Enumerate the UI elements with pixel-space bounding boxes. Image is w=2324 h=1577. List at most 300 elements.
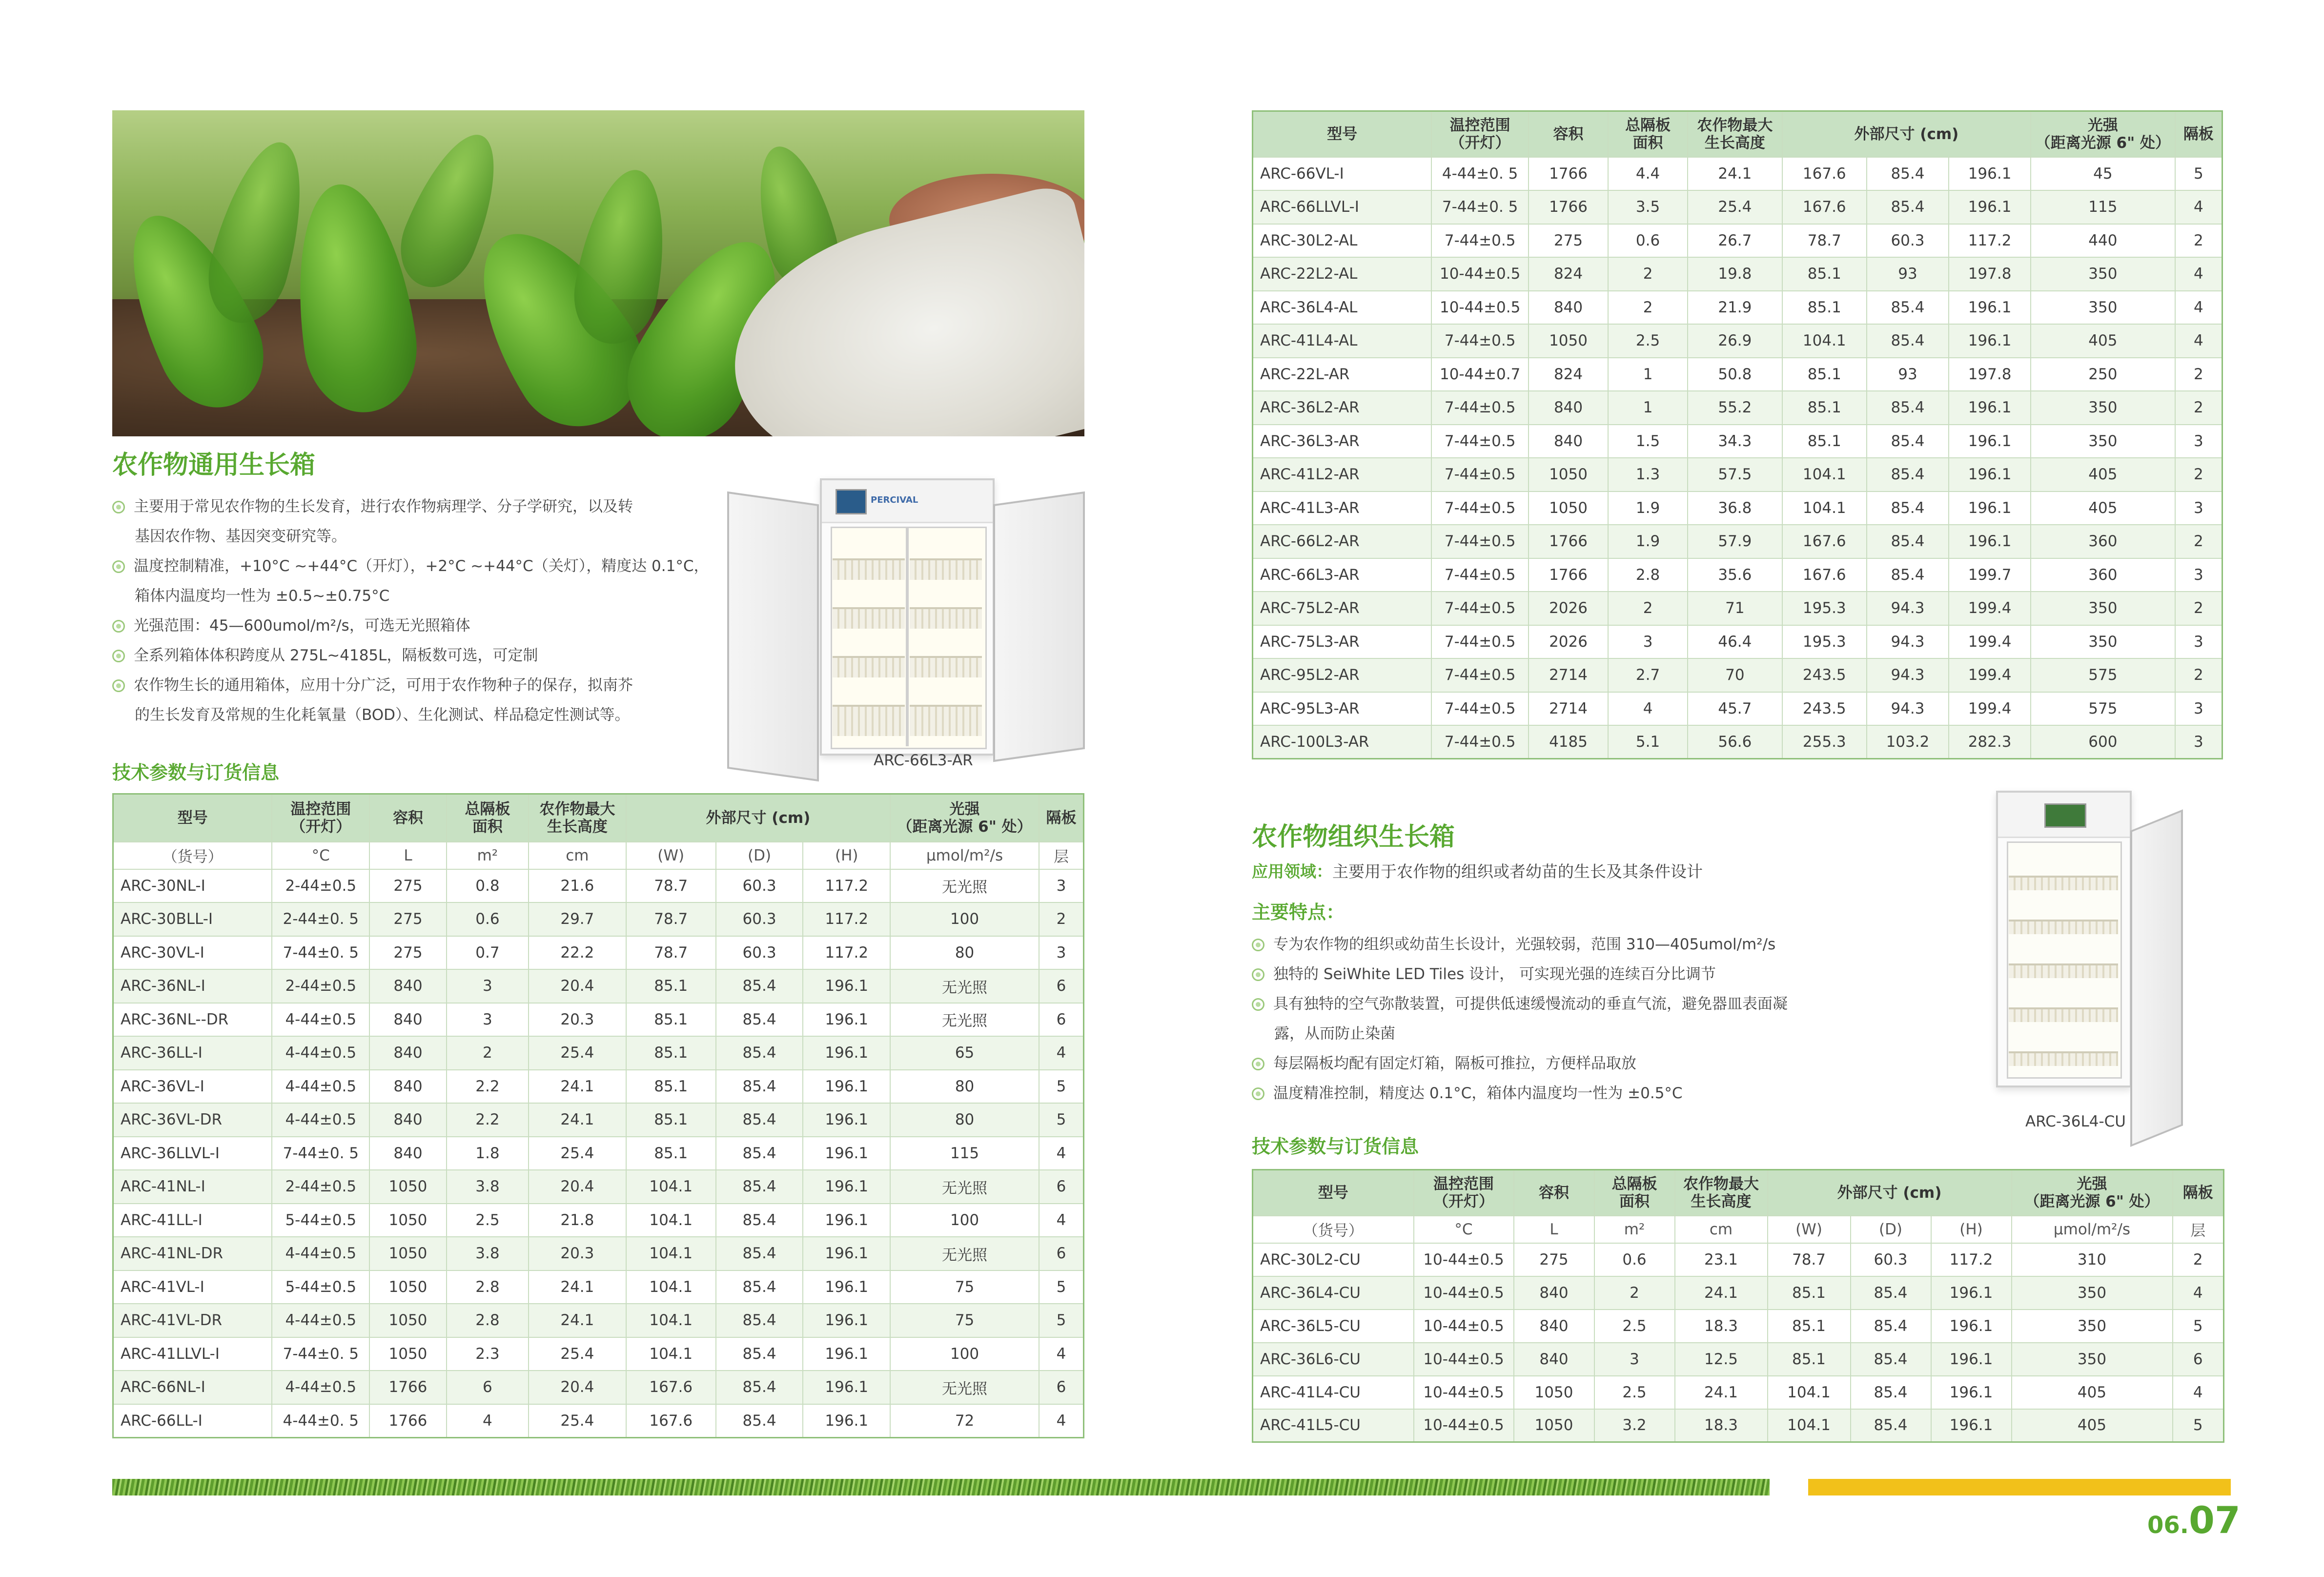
table-row [1253, 625, 2222, 659]
spec-cell: 80 [890, 1070, 1039, 1104]
spec-cell: 85.4 [716, 1304, 803, 1337]
spec-cell: 78.7 [626, 936, 716, 970]
spec-cell: 85.4 [716, 1036, 803, 1070]
application-line [1252, 859, 1703, 882]
col-model: 型号 [113, 794, 272, 842]
unit-cell: °C [272, 842, 369, 869]
spec-cell: 1050 [369, 1170, 447, 1204]
spec-cell: 无光照 [890, 1170, 1039, 1204]
spec-cell: 196.1 [1931, 1310, 2012, 1343]
table-row [113, 1270, 1084, 1304]
spec-cell: 7-44±0.5 [1431, 558, 1529, 592]
unit-cell: cm [1675, 1216, 1768, 1243]
spec-cell: 4 [2175, 190, 2222, 224]
spec-cell: 3 [2175, 725, 2222, 759]
spec-cell: 2 [2175, 658, 2222, 692]
spec-cell: 10-44±0.5 [1431, 291, 1529, 325]
right-bullet-2: 独特的 SeiWhite LED Tiles 设计， 可实现光强的连续百分比调节 [1252, 960, 1788, 989]
table-row [1253, 291, 2222, 325]
spec-cell: 4 [2173, 1276, 2224, 1310]
spec-cell: 7-44±0. 5 [1431, 190, 1529, 224]
spec-cell: 24.1 [1675, 1376, 1768, 1409]
bullet-circle-icon [1252, 968, 1264, 981]
spec-cell: 115 [2031, 190, 2175, 224]
spec-cell: 117.2 [803, 869, 890, 903]
spec-cell: 60.3 [716, 902, 803, 936]
spec-cell: 104.1 [626, 1237, 716, 1270]
spec-cell: 350 [2031, 257, 2175, 291]
spec-cell: 60.3 [1851, 1243, 1931, 1276]
right-bullet-5: 温度精准控制，精度达 0.1°C，箱体内温度均一性为 ±0.5°C [1252, 1079, 1788, 1108]
unit-cell: （货号） [113, 842, 272, 869]
spec-cell: 7-44±0.5 [1431, 625, 1529, 659]
spec-cell: 10-44±0.5 [1414, 1409, 1514, 1442]
product-image-arc-66l3-ar [727, 478, 1083, 781]
spec-cell: 1050 [369, 1270, 447, 1304]
unit-cell: cm [529, 842, 626, 869]
spec-cell: 3 [2175, 558, 2222, 592]
spec-cell: 85.1 [1782, 358, 1867, 391]
table-row [113, 936, 1084, 970]
spec-cell: 575 [2031, 658, 2175, 692]
model-cell: ARC-30VL-I [113, 936, 272, 970]
spec-cell: 60.3 [716, 869, 803, 903]
spec-cell: 24.1 [1688, 157, 1782, 191]
spec-cell: 3 [1039, 869, 1084, 903]
spec-cell: 78.7 [1782, 224, 1867, 258]
spec-cell: 0.8 [447, 869, 529, 903]
spec-cell: 243.5 [1782, 658, 1867, 692]
spec-cell: 2.5 [447, 1204, 529, 1237]
spec-cell: 199.7 [1949, 558, 2031, 592]
spec-cell: 75 [890, 1304, 1039, 1337]
touch-screen-icon [836, 489, 867, 514]
spec-cell: 93 [1867, 257, 1949, 291]
spec-cell: 36.8 [1688, 492, 1782, 525]
table-row [1253, 1276, 2224, 1310]
spec-cell: 1050 [1514, 1376, 1594, 1409]
model-cell: ARC-95L3-AR [1253, 692, 1432, 726]
spec-cell: 350 [2031, 625, 2175, 659]
spec-cell: 19.8 [1688, 257, 1782, 291]
spec-cell: 2 [2175, 391, 2222, 425]
model-cell: ARC-36L4-AL [1253, 291, 1432, 325]
spec-cell: 85.1 [1782, 257, 1867, 291]
spec-cell: 2.8 [1608, 558, 1688, 592]
spec-cell: 2 [1608, 257, 1688, 291]
page-number-right: 07 [2189, 1498, 2241, 1542]
spec-cell: 20.4 [529, 1371, 626, 1404]
brand-logo: PERCIVAL [871, 495, 918, 505]
model-cell: ARC-41LLVL-I [113, 1337, 272, 1371]
model-cell: ARC-41LL-I [113, 1204, 272, 1237]
model-cell: ARC-66LLVL-I [1253, 190, 1432, 224]
model-cell: ARC-36L5-CU [1253, 1310, 1414, 1343]
model-cell: ARC-41L2-AR [1253, 458, 1432, 492]
table-row [1253, 257, 2222, 291]
product-caption-left: ARC-66L3-AR [874, 752, 973, 769]
spec-cell: 80 [890, 936, 1039, 970]
spec-cell: 65 [890, 1036, 1039, 1070]
spec-cell: 6 [1039, 969, 1084, 1003]
table-row [113, 1137, 1084, 1170]
spec-cell: 5 [1039, 1304, 1084, 1337]
spec-cell: 6 [447, 1371, 529, 1404]
yellow-bar [1808, 1479, 2231, 1495]
spec-cell: 196.1 [803, 1003, 890, 1037]
spec-cell: 3 [1039, 936, 1084, 970]
right-table-title: 技术参数与订货信息 [1252, 1136, 1419, 1157]
spec-cell: 405 [2012, 1376, 2173, 1409]
unit-cell: m² [447, 842, 529, 869]
spec-cell: 100 [890, 1337, 1039, 1371]
spec-cell: 2714 [1529, 692, 1608, 726]
table-row [1253, 692, 2222, 726]
spec-cell: 21.6 [529, 869, 626, 903]
spec-cell: 3.8 [447, 1237, 529, 1270]
table-row [1253, 1376, 2224, 1409]
table-row [1253, 1343, 2224, 1376]
spec-cell: 350 [2012, 1310, 2173, 1343]
spec-cell: 350 [2012, 1343, 2173, 1376]
unit-cell: L [369, 842, 447, 869]
spec-cell: 2 [2173, 1243, 2224, 1276]
spec-cell: 2.5 [1608, 324, 1688, 358]
table-row [113, 1103, 1084, 1137]
unit-cell: (H) [803, 842, 890, 869]
spec-cell: 7-44±0. 5 [272, 1337, 369, 1371]
col-temp: 温控范围 （开灯） [272, 794, 369, 842]
model-cell: ARC-30NL-I [113, 869, 272, 903]
spec-cell: 104.1 [626, 1270, 716, 1304]
model-cell: ARC-36NL-I [113, 969, 272, 1003]
spec-cell: 196.1 [803, 969, 890, 1003]
spec-cell: 350 [2031, 391, 2175, 425]
spec-cell: 4-44±0.5 [272, 1237, 369, 1270]
unit-cell: °C [1414, 1216, 1514, 1243]
spec-cell: 196.1 [1931, 1376, 2012, 1409]
spec-cell: 4.4 [1608, 157, 1688, 191]
left-title: 农作物通用生长箱 [112, 451, 316, 480]
spec-cell: 10-44±0.5 [1414, 1343, 1514, 1376]
spec-cell: 196.1 [803, 1237, 890, 1270]
table-row [1253, 458, 2222, 492]
spec-cell: 3 [2175, 625, 2222, 659]
spec-cell: 85.4 [716, 1337, 803, 1371]
spec-cell: 4-44±0. 5 [272, 1404, 369, 1438]
spec-table-right-bottom [1252, 1169, 2224, 1443]
spec-cell: 100 [890, 1204, 1039, 1237]
model-cell: ARC-36L6-CU [1253, 1343, 1414, 1376]
spec-cell: 4 [1039, 1337, 1084, 1371]
spec-cell: 4 [1039, 1137, 1084, 1170]
col-light: 光强 （距离光源 6" 处） [2031, 111, 2175, 157]
spec-cell: 167.6 [1782, 525, 1867, 558]
spec-cell: 840 [369, 1003, 447, 1037]
spec-cell: 199.4 [1949, 592, 2031, 625]
table-row [1253, 425, 2222, 458]
model-cell: ARC-66NL-I [113, 1371, 272, 1404]
spec-cell: 85.1 [1768, 1276, 1851, 1310]
spec-cell: 94.3 [1867, 658, 1949, 692]
spec-cell: 840 [369, 1137, 447, 1170]
spec-cell: 2026 [1529, 592, 1608, 625]
spec-cell: 840 [1514, 1276, 1594, 1310]
spec-cell: 195.3 [1782, 625, 1867, 659]
spec-cell: 85.4 [1851, 1310, 1931, 1343]
spec-cell: 24.1 [529, 1103, 626, 1137]
spec-cell: 840 [1529, 391, 1608, 425]
table-row [1253, 525, 2222, 558]
spec-cell: 85.4 [716, 1103, 803, 1137]
unit-cell: 层 [1039, 842, 1084, 869]
spec-cell: 405 [2031, 324, 2175, 358]
right-bullet-4: 每层隔板均配有固定灯箱，隔板可推拉，方便样品取放 [1252, 1049, 1788, 1079]
spec-cell: 18.3 [1675, 1310, 1768, 1343]
bullet-circle-icon [112, 501, 125, 513]
table-row [113, 1003, 1084, 1037]
spec-cell: 12.5 [1675, 1343, 1768, 1376]
spec-table-right-top [1252, 110, 2223, 759]
table-body-left [113, 869, 1084, 1438]
table-row [1253, 190, 2222, 224]
spec-cell: 275 [369, 902, 447, 936]
table-row [113, 1204, 1084, 1237]
spec-cell: 4 [2175, 291, 2222, 325]
spec-cell: 24.1 [529, 1070, 626, 1104]
spec-cell: 60.3 [716, 936, 803, 970]
spec-cell: 85.4 [1867, 391, 1949, 425]
left-bullet-2: 温度控制精准，+10°C ~+44°C（开灯），+2°C ~+44°C（关灯），精度达 0.1°C， [112, 552, 709, 581]
spec-cell: 4 [1039, 1204, 1084, 1237]
table-row [1253, 391, 2222, 425]
spec-cell: 4-44±0.5 [272, 1003, 369, 1037]
table-row [1253, 324, 2222, 358]
spec-cell: 85.1 [626, 1003, 716, 1037]
spec-cell: 104.1 [1782, 458, 1867, 492]
spec-cell: 10-44±0.5 [1431, 257, 1529, 291]
spec-cell: 3.5 [1608, 190, 1688, 224]
spec-cell: 2-44±0.5 [272, 869, 369, 903]
spec-cell: 2.2 [447, 1070, 529, 1104]
spec-cell: 1050 [369, 1337, 447, 1371]
units-row [113, 842, 1084, 869]
spec-cell: 117.2 [1949, 224, 2031, 258]
spec-cell: 85.4 [1867, 525, 1949, 558]
spec-cell: 34.3 [1688, 425, 1782, 458]
spec-cell: 85.4 [716, 1404, 803, 1438]
spec-cell: 350 [2031, 592, 2175, 625]
spec-cell: 840 [369, 1070, 447, 1104]
spec-cell: 85.4 [716, 1371, 803, 1404]
spec-cell: 196.1 [803, 1170, 890, 1204]
col-shelves: 隔板 [2173, 1170, 2224, 1216]
table-row [1253, 492, 2222, 525]
bullet-circle-icon [112, 679, 125, 692]
spec-cell: 1766 [1529, 190, 1608, 224]
bullet-circle-icon [1252, 1087, 1264, 1100]
spec-cell: 21.9 [1688, 291, 1782, 325]
table-row [113, 1371, 1084, 1404]
model-cell: ARC-30L2-CU [1253, 1243, 1414, 1276]
spec-cell: 85.1 [626, 1137, 716, 1170]
unit-cell: (H) [1931, 1216, 2012, 1243]
spec-cell: 1 [1608, 391, 1688, 425]
spec-cell: 35.6 [1688, 558, 1782, 592]
spec-cell: 94.3 [1867, 625, 1949, 659]
spec-cell: 25.4 [529, 1137, 626, 1170]
table-body-right-bottom [1253, 1243, 2224, 1442]
spec-cell: 3.8 [447, 1170, 529, 1204]
col-outer: 外部尺寸 (cm) [1768, 1170, 2012, 1216]
spec-cell: 196.1 [803, 1404, 890, 1438]
spec-cell: 2 [1608, 592, 1688, 625]
spec-cell: 5 [1039, 1103, 1084, 1137]
table-row [1253, 592, 2222, 625]
table-row [1253, 224, 2222, 258]
spec-cell: 196.1 [1949, 492, 2031, 525]
table-row [1253, 658, 2222, 692]
spec-cell: 100 [890, 902, 1039, 936]
table-row [113, 1237, 1084, 1270]
spec-cell: 0.7 [447, 936, 529, 970]
spec-cell: 2 [1039, 902, 1084, 936]
model-cell: ARC-36VL-I [113, 1070, 272, 1104]
spec-cell: 85.1 [626, 1036, 716, 1070]
unit-cell: (W) [1768, 1216, 1851, 1243]
spec-cell: 117.2 [803, 936, 890, 970]
spec-cell: 5 [1039, 1070, 1084, 1104]
spec-cell: 0.6 [447, 902, 529, 936]
spec-cell: 117.2 [803, 902, 890, 936]
left-bullet-2-cont: 箱体内温度均一性为 ±0.5~±0.75°C [135, 587, 390, 605]
col-shelves: 隔板 [1039, 794, 1084, 842]
page-number [2147, 1498, 2241, 1542]
spec-cell: 4-44±0.5 [272, 1371, 369, 1404]
col-max-height: 农作物最大 生长高度 [1688, 111, 1782, 157]
spec-cell: 196.1 [803, 1070, 890, 1104]
right-title: 农作物组织生长箱 [1252, 822, 1455, 852]
spec-cell: 2.3 [447, 1337, 529, 1371]
spec-cell: 20.3 [529, 1003, 626, 1037]
spec-cell: 4-44±0. 5 [1431, 157, 1529, 191]
spec-cell: 4-44±0.5 [272, 1103, 369, 1137]
col-model: 型号 [1253, 111, 1432, 157]
spec-cell: 275 [369, 869, 447, 903]
table-row [1253, 1243, 2224, 1276]
spec-cell: 85.4 [716, 1204, 803, 1237]
table-row [1253, 725, 2222, 759]
spec-cell: 199.4 [1949, 625, 2031, 659]
spec-cell: 2 [447, 1036, 529, 1070]
spec-cell: 275 [1529, 224, 1608, 258]
unit-cell: 层 [2173, 1216, 2224, 1243]
spec-cell: 85.1 [626, 969, 716, 1003]
spec-cell: 3 [447, 969, 529, 1003]
col-light: 光强 （距离光源 6" 处） [2012, 1170, 2173, 1216]
spec-cell: 6 [2173, 1343, 2224, 1376]
right-bullet-1: 专为农作物的组织或幼苗生长设计，光强较弱，范围 310—405umol/m²/s [1252, 930, 1788, 960]
spec-cell: 7-44±0.5 [1431, 458, 1529, 492]
unit-cell: (W) [626, 842, 716, 869]
spec-cell: 10-44±0.5 [1414, 1376, 1514, 1409]
bullet-circle-icon [1252, 1058, 1264, 1070]
bullet-circle-icon [1252, 939, 1264, 951]
spec-cell: 104.1 [1768, 1376, 1851, 1409]
spec-cell: 196.1 [1949, 190, 2031, 224]
spec-cell: 85.4 [716, 1237, 803, 1270]
product-caption-right: ARC-36L4-CU [2025, 1113, 2126, 1130]
model-cell: ARC-22L2-AL [1253, 257, 1432, 291]
col-temp: 温控范围 （开灯） [1431, 111, 1529, 157]
spec-cell: 275 [1514, 1243, 1594, 1276]
spec-cell: 167.6 [626, 1371, 716, 1404]
spec-cell: 196.1 [803, 1304, 890, 1337]
spec-cell: 85.4 [716, 1270, 803, 1304]
spec-cell: 85.4 [1867, 190, 1949, 224]
spec-cell: 195.3 [1782, 592, 1867, 625]
product-image-arc-36l4-cu [1991, 791, 2196, 1152]
spec-cell: 7-44±0. 5 [272, 1137, 369, 1170]
model-cell: ARC-66VL-I [1253, 157, 1432, 191]
spec-cell: 196.1 [1949, 324, 2031, 358]
spec-cell: 840 [369, 969, 447, 1003]
spec-cell: 4 [1039, 1036, 1084, 1070]
spec-cell: 824 [1529, 257, 1608, 291]
spec-cell: 2-44±0.5 [272, 969, 369, 1003]
spec-cell: 4-44±0.5 [272, 1036, 369, 1070]
spec-cell: 5 [2175, 157, 2222, 191]
model-cell: ARC-75L2-AR [1253, 592, 1432, 625]
features-title: 主要特点： [1252, 901, 1345, 923]
spec-cell: 45 [2031, 157, 2175, 191]
bullet-circle-icon [112, 560, 125, 573]
left-bullet-3: 光强范围：45—600umol/m²/s，可选无光照箱体 [112, 611, 709, 641]
spec-cell: 167.6 [1782, 190, 1867, 224]
spec-cell: 6 [1039, 1170, 1084, 1204]
spec-cell: 196.1 [1949, 458, 2031, 492]
spec-cell: 78.7 [626, 902, 716, 936]
spec-cell: 85.4 [1851, 1409, 1931, 1442]
spec-cell: 3 [2175, 492, 2222, 525]
spec-cell: 85.4 [1851, 1376, 1931, 1409]
model-cell: ARC-66L3-AR [1253, 558, 1432, 592]
table-row [1253, 1310, 2224, 1343]
spec-cell: 94.3 [1867, 692, 1949, 726]
spec-cell: 2.5 [1594, 1376, 1675, 1409]
spec-cell: 2 [2175, 525, 2222, 558]
spec-cell: 3 [2175, 692, 2222, 726]
spec-cell: 5.1 [1608, 725, 1688, 759]
spec-cell: 2-44±0. 5 [272, 902, 369, 936]
col-shelf-area: 总隔板 面积 [1594, 1170, 1675, 1216]
table-row [113, 1036, 1084, 1070]
table-row [113, 1170, 1084, 1204]
spec-cell: 85.4 [1867, 291, 1949, 325]
spec-cell: 104.1 [626, 1304, 716, 1337]
unit-cell: μmol/m²/s [890, 842, 1039, 869]
spec-cell: 197.8 [1949, 257, 2031, 291]
model-cell: ARC-41VL-I [113, 1270, 272, 1304]
spec-cell: 1050 [369, 1304, 447, 1337]
spec-cell: 167.6 [1782, 157, 1867, 191]
spec-cell: 104.1 [1782, 324, 1867, 358]
model-cell: ARC-66LL-I [113, 1404, 272, 1438]
unit-cell: （货号） [1253, 1216, 1414, 1243]
model-cell: ARC-36L4-CU [1253, 1276, 1414, 1310]
spec-cell: 282.3 [1949, 725, 2031, 759]
col-light: 光强 （距离光源 6" 处） [890, 794, 1039, 842]
